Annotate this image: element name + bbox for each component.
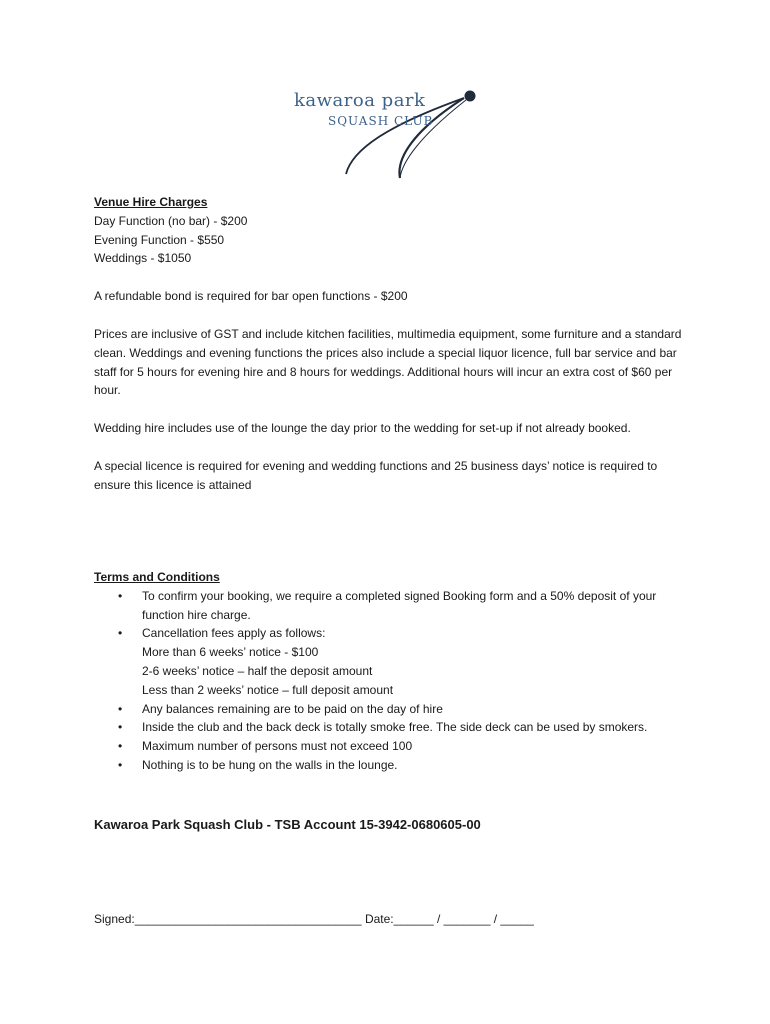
charge-evening-function: Evening Function - $550: [94, 232, 225, 247]
squash-ball-icon: [465, 91, 476, 102]
bullet-icon: •: [118, 701, 123, 716]
list-item: [94, 587, 684, 625]
term-text: Maximum number of persons must not exceed 100: [142, 739, 413, 754]
list-item: [94, 624, 684, 699]
term-text: Any balances remaining are to be paid on the day of hire: [142, 701, 443, 716]
logo-club-name: kawaroa park: [294, 90, 426, 111]
list-item: [94, 737, 684, 756]
terms-section: [94, 568, 684, 775]
venue-hire-heading: Venue Hire Charges: [94, 195, 208, 209]
terms-heading: Terms and Conditions: [94, 570, 220, 584]
bank-account-line: Kawaroa Park Squash Club - TSB Account 15-3942-0680605-00: [94, 817, 481, 832]
signature-date-line: Signed:__________________________________ Date:______ / _______ / _____: [94, 912, 534, 926]
logo-subtitle: SQUASH CLUB: [328, 114, 434, 128]
cancellation-fee-item: 2-6 weeks’ notice – half the deposit amount: [142, 663, 373, 678]
venue-hire-section: [94, 193, 684, 495]
term-text: Cancellation fees apply as follows:: [142, 626, 326, 641]
list-item: [94, 756, 684, 775]
prices-note: Prices are inclusive of GST and include kitchen facilities, multimedia equipment, some furniture and a standard clean. Weddings and evening functions the prices also include a special liquor licence, full bar service and bar staff for 5 hours for evening hire and 8 hours for weddings. Additional hours will incur an extra cost of $60 per hour.: [94, 326, 682, 398]
charge-weddings: Weddings - $1050: [94, 251, 192, 266]
list-item: [94, 718, 684, 737]
licence-note: A special licence is required for evening and wedding functions and 25 business days’ notice is required to ensure this licence is attained: [94, 458, 658, 492]
list-item: [94, 700, 684, 719]
bullet-icon: •: [118, 739, 123, 754]
cancellation-fee-item: More than 6 weeks’ notice - $100: [142, 645, 319, 660]
bullet-icon: •: [118, 626, 123, 641]
club-logo: [288, 84, 488, 184]
term-text: To confirm your booking, we require a completed signed Booking form and a 50% deposit of your function hire charge.: [142, 588, 657, 622]
bullet-icon: •: [118, 720, 123, 735]
term-text: Inside the club and the back deck is totally smoke free. The side deck can be used by smokers.: [142, 720, 648, 735]
bullet-icon: •: [118, 588, 123, 603]
bond-note: A refundable bond is required for bar open functions - $200: [94, 289, 408, 304]
wedding-note: Wedding hire includes use of the lounge the day prior to the wedding for set-up if not already booked.: [94, 421, 631, 436]
bullet-icon: •: [118, 757, 123, 772]
charge-day-function: Day Function (no bar) - $200: [94, 213, 248, 228]
term-text: Nothing is to be hung on the walls in the lounge.: [142, 757, 398, 772]
cancellation-fee-item: Less than 2 weeks’ notice – full deposit amount: [142, 682, 394, 697]
terms-list: [94, 587, 684, 775]
